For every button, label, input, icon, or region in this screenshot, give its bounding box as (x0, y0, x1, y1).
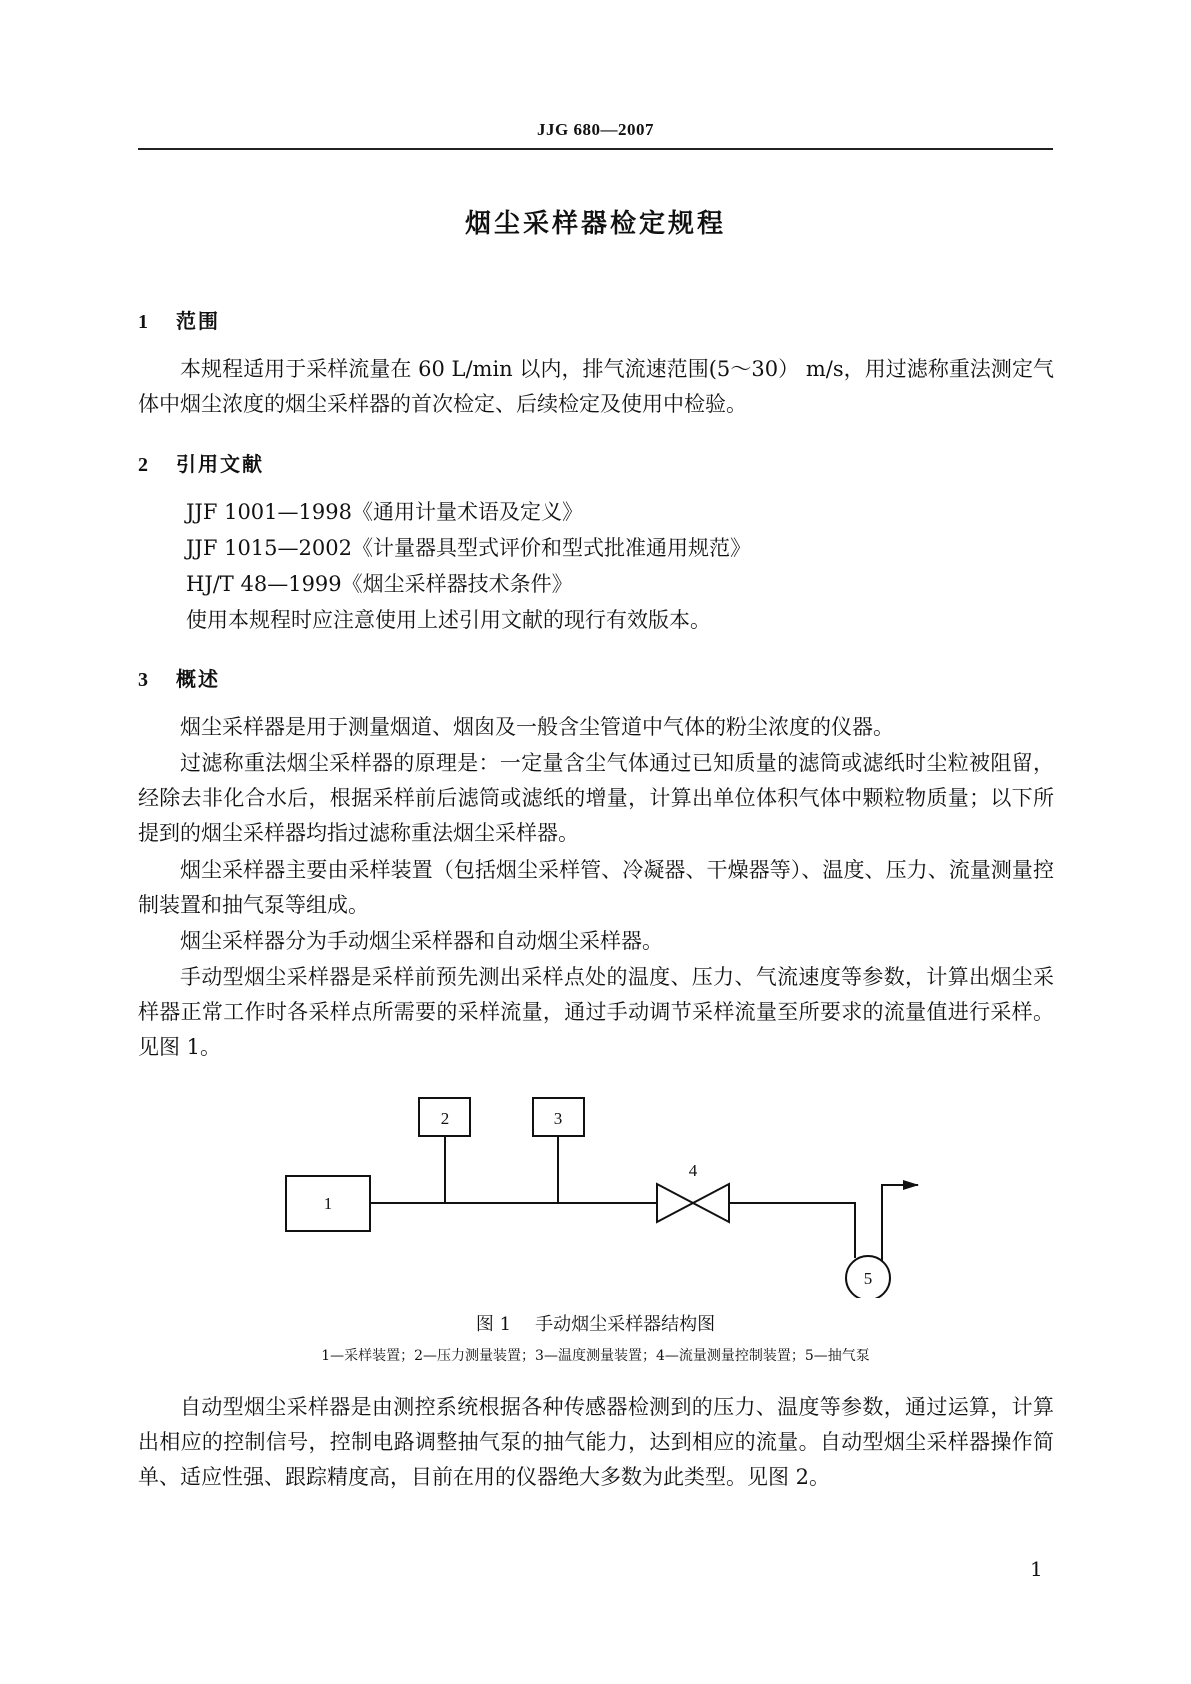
section-title: 范围 (176, 309, 220, 333)
figure-title: 手动烟尘采样器结构图 (535, 1314, 716, 1335)
section-3-paragraph-5: 手动型烟尘采样器是采样前预先测出采样点处的温度、压力、气流速度等参数，计算出烟尘采样器正常工作时各采样点所需要的采样流量，通过手动调节采样流量至所要求的流量值进行采样。见图 1。 (138, 965, 1054, 1059)
exhaust-arrow (882, 1185, 918, 1261)
section-title: 概述 (176, 667, 220, 691)
section-3-paragraph-1: 烟尘采样器是用于测量烟道、烟囱及一般含尘管道中气体的粉尘浓度的仪器。 (180, 715, 894, 739)
label-2: 2 (440, 1109, 450, 1128)
section-1-paragraph: 本规程适用于采样流量在 60 L/min 以内，排气流速范围(5～30） m/s，用过滤称重法测定气体中烟尘浓度的烟尘采样器的首次检定、后续检定及使用中检验。 (138, 357, 1054, 416)
figure-number: 图 1 (475, 1314, 512, 1335)
figure-1-diagram (0, 1078, 1191, 1298)
flow-valve-right (693, 1184, 729, 1222)
section-title: 引用文献 (176, 452, 264, 476)
label-4: 4 (688, 1161, 698, 1180)
section-number: 1 (138, 311, 150, 333)
section-3-paragraph-2: 过滤称重法烟尘采样器的原理是：一定量含尘气体通过已知质量的滤筒或滤纸时尘粒被阻留，经除去非化合水后，根据采样前后滤筒或滤纸的增量，计算出单位体积气体中颗粒物质量；以下所提到的烟尘采样器均指过滤称重法烟尘采样器。 (138, 751, 1054, 845)
document-title: 烟尘采样器检定规程 (464, 209, 726, 239)
header-code: JJG 680—2007 (537, 120, 654, 139)
label-1: 1 (323, 1194, 333, 1213)
label-5: 5 (863, 1269, 873, 1288)
section-3-paragraph-3: 烟尘采样器主要由采样装置（包括烟尘采样管、冷凝器、干燥器等）、温度、压力、流量测量控制装置和抽气泵等组成。 (138, 858, 1054, 917)
flow-valve-left (657, 1184, 693, 1222)
label-3: 3 (553, 1109, 563, 1128)
section-3-heading (138, 663, 220, 692)
figure-1-caption (0, 1310, 1191, 1336)
section-2-heading (138, 448, 264, 477)
header-rule (138, 148, 1053, 150)
section-number: 2 (138, 454, 150, 476)
pump-inlet-line (729, 1203, 855, 1258)
page-number: 1 (1030, 1557, 1043, 1581)
reference-note: 使用本规程时应注意使用上述引用文献的现行有效版本。 (186, 608, 711, 632)
section-number: 3 (138, 669, 150, 691)
section-3-paragraph-6: 自动型烟尘采样器是由测控系统根据各种传感器检测到的压力、温度等参数，通过运算，计算出相应的控制信号，控制电路调整抽气泵的抽气能力，达到相应的流量。自动型烟尘采样器操作简单、适应性强、跟踪精度高，目前在用的仪器绝大多数为此类型。见图 2。 (138, 1395, 1054, 1489)
reference-item: JJF 1015—2002《计量器具型式评价和型式批准通用规范》 (186, 536, 751, 560)
section-3-paragraph-4: 烟尘采样器分为手动烟尘采样器和自动烟尘采样器。 (180, 929, 663, 953)
reference-item: HJ/T 48—1999《烟尘采样器技术条件》 (186, 572, 573, 596)
section-1-heading (138, 305, 220, 334)
figure-1-legend: 1—采样装置；2—压力测量装置；3—温度测量装置；4—流量测量控制装置；5—抽气泵 (321, 1348, 870, 1364)
reference-item: JJF 1001—1998《通用计量术语及定义》 (186, 500, 583, 524)
